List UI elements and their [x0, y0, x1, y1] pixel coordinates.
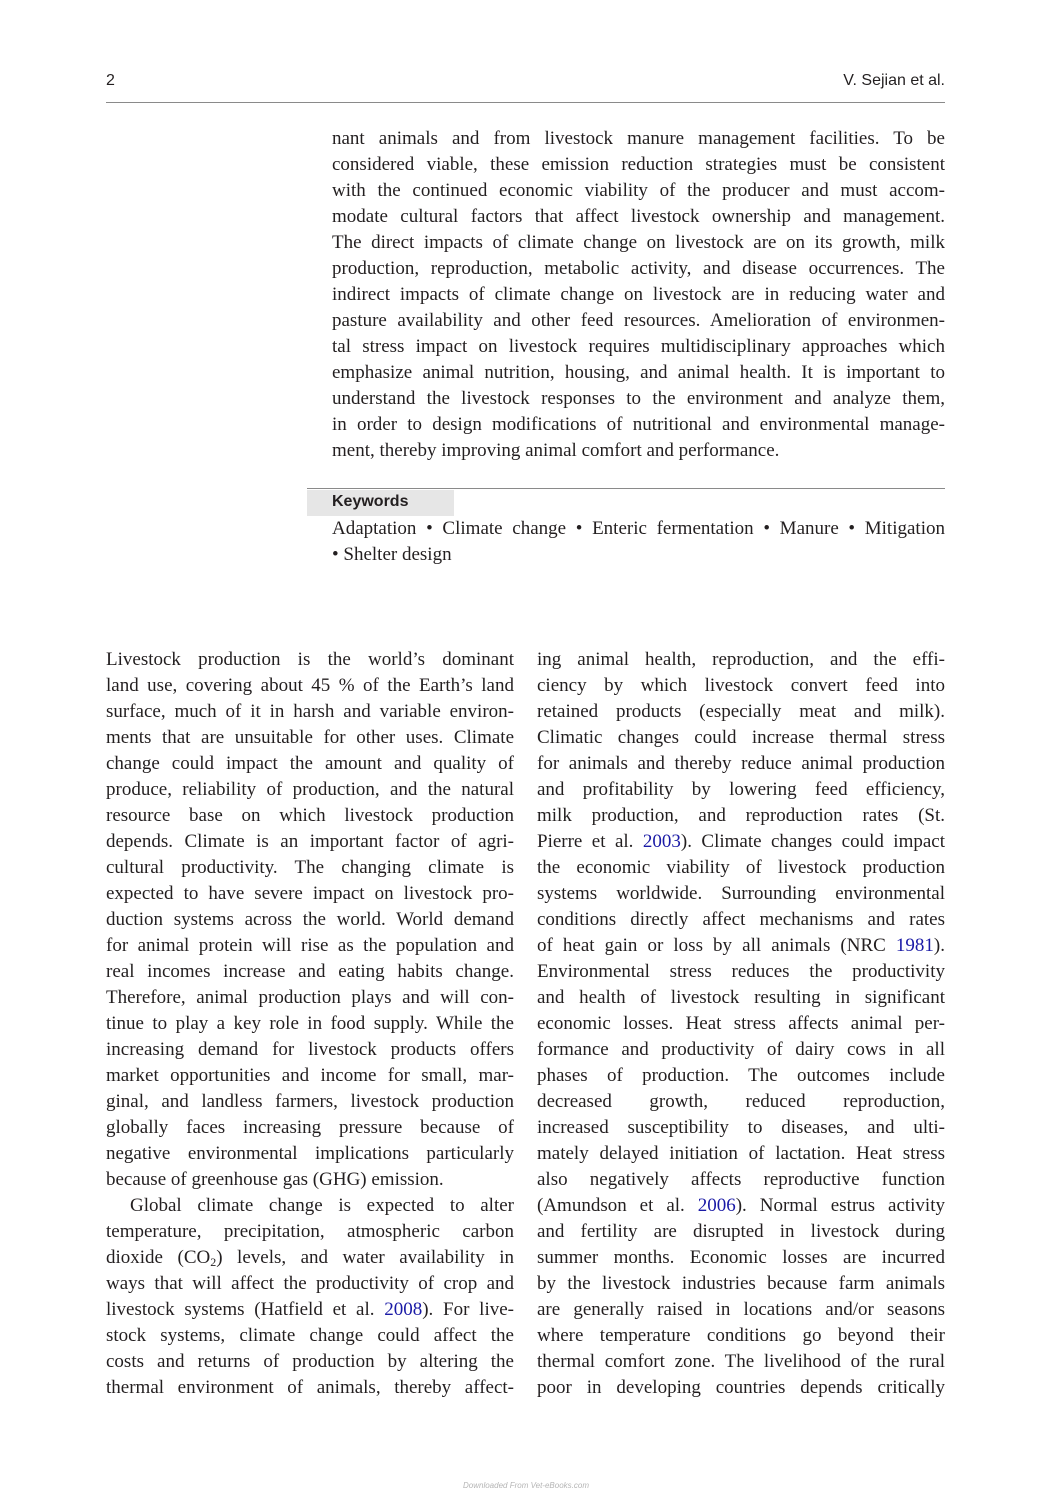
- text-line: the economic viability of livestock production: [537, 857, 945, 878]
- text-line: decreased growth, reduced reproduction,: [537, 1091, 945, 1112]
- text-line: [106, 1297, 514, 1323]
- abstract-line: with the continued economic viability of the producer and must accom-: [332, 180, 945, 201]
- text-fragment: ). Normal estrus activity: [735, 1195, 945, 1216]
- text-line: and profitability by lowering feed efficiency,: [537, 779, 945, 800]
- abstract-line: emphasize animal nutrition, housing, and animal health. It is important to: [332, 362, 945, 383]
- text-line: duction systems across the world. World demand: [106, 909, 514, 930]
- page-number: 2: [106, 72, 115, 89]
- text-line: increasing demand for livestock products offers: [106, 1039, 514, 1060]
- abstract-line: production, reproduction, metabolic activity, and disease occurrences. The: [332, 258, 945, 279]
- text-line: thermal comfort zone. The livelihood of the rural: [537, 1351, 945, 1372]
- text-line: resource base on which livestock production: [106, 805, 514, 826]
- text-line: [106, 1245, 514, 1271]
- text-line: thermal environment of animals, thereby affect-: [106, 1377, 514, 1398]
- text-line: change could impact the amount and quality of: [106, 753, 514, 774]
- keywords-line: Adaptation • Climate change • Enteric fermentation • Manure • Mitigation: [332, 518, 945, 539]
- text-fragment: dioxide (CO: [106, 1247, 211, 1268]
- text-line: and health of livestock resulting in significant: [537, 987, 945, 1008]
- text-line: surface, much of it in harsh and variable environ-: [106, 701, 514, 722]
- text-line: Environmental stress reduces the productivity: [537, 961, 945, 982]
- text-line: are generally raised in locations and/or seasons: [537, 1299, 945, 1320]
- abstract-line: modate cultural factors that affect livestock ownership and management.: [332, 206, 945, 227]
- abstract-line: considered viable, these emission reduction strategies must be consistent: [332, 154, 945, 175]
- citation-link[interactable]: 2006: [697, 1195, 736, 1216]
- text-line: [537, 1193, 945, 1219]
- text-line: tinue to play a key role in food supply. While the: [106, 1013, 514, 1034]
- text-line: and fertility are disrupted in livestock during: [537, 1221, 945, 1242]
- abstract-line: pasture availability and other feed resources. Amelioration of environmen-: [332, 310, 945, 331]
- paragraph: [106, 647, 514, 1193]
- text-line: poor in developing countries depends critically: [537, 1377, 945, 1398]
- text-line: summer months. Economic losses are incurred: [537, 1247, 945, 1268]
- text-line: negative environmental implications particularly: [106, 1143, 514, 1164]
- text-line: real incomes increase and eating habits change.: [106, 961, 514, 982]
- keywords-heading: Keywords: [332, 493, 409, 510]
- text-fragment: ). Climate changes could impact: [680, 831, 945, 852]
- body-column-left: [106, 647, 514, 1401]
- text-line: Livestock production is the world’s dominant: [106, 649, 514, 670]
- text-line: economic losses. Heat stress affects animal per-: [537, 1013, 945, 1034]
- text-line: systems worldwide. Surrounding environmental: [537, 883, 945, 904]
- text-line: ginal, and landless farmers, livestock production: [106, 1091, 514, 1112]
- text-fragment: livestock systems (Hatfield et al.: [106, 1299, 385, 1320]
- text-line: Global climate change is expected to alter: [130, 1195, 514, 1216]
- text-line: for animal protein will rise as the population and: [106, 935, 514, 956]
- citation-link[interactable]: 1981: [895, 935, 934, 956]
- abstract-text: [332, 126, 945, 464]
- text-fragment: of heat gain or loss by all animals (NRC: [537, 935, 896, 956]
- text-line: mately delayed initiation of lactation. Heat stress: [537, 1143, 945, 1164]
- subscript: 2: [210, 1255, 217, 1269]
- paragraph: [106, 1193, 514, 1401]
- text-line: market opportunities and income for small, mar-: [106, 1065, 514, 1086]
- text-line: cultural productivity. The changing climate is: [106, 857, 514, 878]
- abstract-line: nant animals and from livestock manure management facilities. To be: [332, 128, 945, 149]
- text-line: land use, covering about 45 % of the Earth’s land: [106, 675, 514, 696]
- text-line: by the livestock industries because farm animals: [537, 1273, 945, 1294]
- body-column-right: [537, 647, 945, 1401]
- keywords-list: [332, 516, 945, 568]
- text-line: ciency by which livestock convert feed into: [537, 675, 945, 696]
- running-head: [106, 72, 945, 103]
- paragraph: [537, 647, 945, 1401]
- text-fragment: (Amundson et al.: [537, 1195, 698, 1216]
- text-line: for animals and thereby reduce animal production: [537, 753, 945, 774]
- text-line: globally faces increasing pressure because of: [106, 1117, 514, 1138]
- running-author: V. Sejian et al.: [843, 72, 945, 89]
- text-line: also negatively affects reproductive function: [537, 1169, 945, 1190]
- text-line: costs and returns of production by altering the: [106, 1351, 514, 1372]
- text-fragment: ). For live-: [422, 1299, 514, 1320]
- download-watermark: Downloaded From Vet-eBooks.com: [463, 1481, 589, 1490]
- text-line: increased susceptibility to diseases, and ulti-: [537, 1117, 945, 1138]
- text-line: stock systems, climate change could affect the: [106, 1325, 514, 1346]
- text-line: expected to have severe impact on livestock pro-: [106, 883, 514, 904]
- text-line: produce, reliability of production, and the natural: [106, 779, 514, 800]
- text-line: temperature, precipitation, atmospheric carbon: [106, 1221, 514, 1242]
- text-line: ments that are unsuitable for other uses. Climate: [106, 727, 514, 748]
- abstract-line: tal stress impact on livestock requires multidisciplinary approaches which: [332, 336, 945, 357]
- text-line: because of greenhouse gas (GHG) emission.: [106, 1169, 444, 1190]
- text-line: depends. Climate is an important factor of agri-: [106, 831, 514, 852]
- keywords-line: • Shelter design: [332, 544, 452, 565]
- abstract-line: The direct impacts of climate change on livestock are on its growth, milk: [332, 232, 945, 253]
- text-line: milk production, and reproduction rates (St.: [537, 805, 945, 826]
- abstract-line: ment, thereby improving animal comfort and performance.: [332, 440, 780, 461]
- text-fragment: ) levels, and water availability in: [216, 1247, 514, 1268]
- citation-link[interactable]: 2003: [642, 831, 681, 852]
- text-line: Therefore, animal production plays and will con-: [106, 987, 514, 1008]
- text-fragment: Pierre et al.: [537, 831, 643, 852]
- text-line: conditions directly affect mechanisms and rates: [537, 909, 945, 930]
- citation-link[interactable]: 2008: [384, 1299, 423, 1320]
- text-fragment: ).: [933, 935, 945, 956]
- text-line: ways that will affect the productivity of crop and: [106, 1273, 514, 1294]
- text-line: [537, 829, 945, 855]
- keywords-divider: [307, 488, 945, 489]
- text-line: formance and productivity of dairy cows in all: [537, 1039, 945, 1060]
- text-line: ing animal health, reproduction, and the effi-: [537, 649, 945, 670]
- text-line: phases of production. The outcomes include: [537, 1065, 945, 1086]
- abstract-line: in order to design modifications of nutritional and environmental manage-: [332, 414, 945, 435]
- abstract-line: indirect impacts of climate change on livestock are in reducing water and: [332, 284, 945, 305]
- text-line: [537, 933, 945, 959]
- text-line: Climatic changes could increase thermal stress: [537, 727, 945, 748]
- text-line: retained products (especially meat and milk).: [537, 701, 945, 722]
- abstract-line: understand the livestock responses to the environment and analyze them,: [332, 388, 945, 409]
- text-line: where temperature conditions go beyond their: [537, 1325, 945, 1346]
